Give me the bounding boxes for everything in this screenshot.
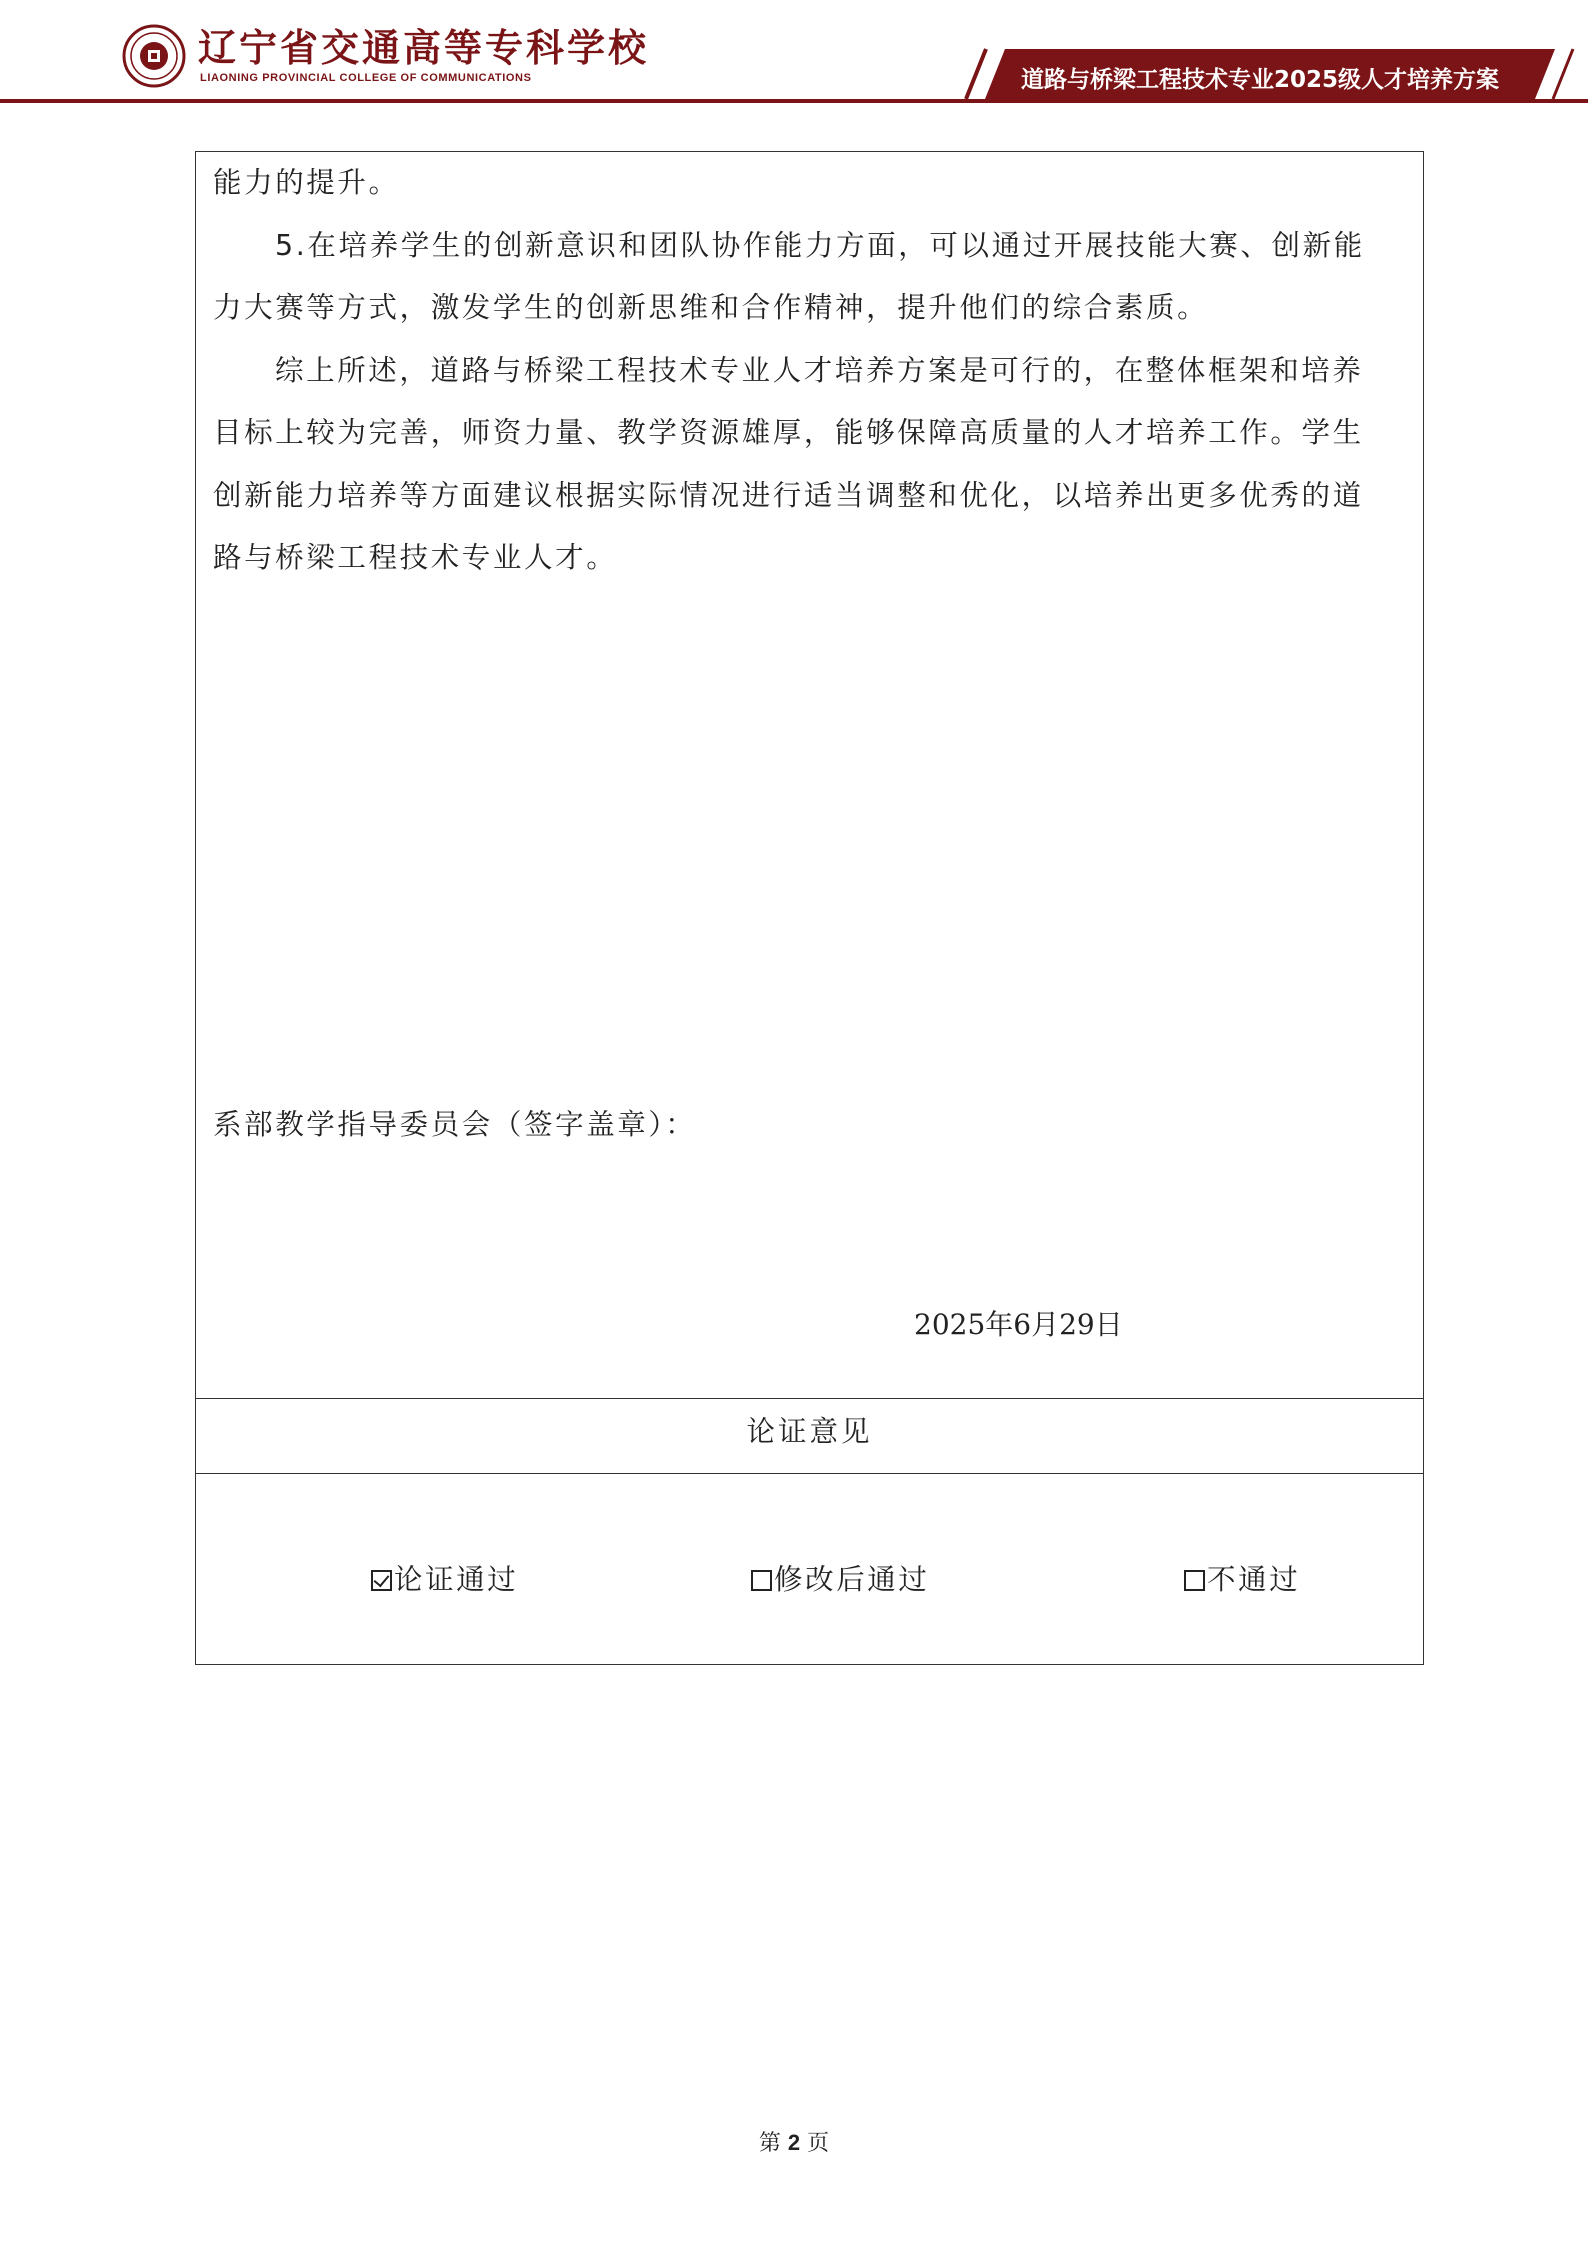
option-label: 不通过 xyxy=(1207,1563,1301,1596)
option-rejected[interactable] xyxy=(1184,1549,1300,1611)
option-label: 论证通过 xyxy=(394,1563,519,1596)
signature-label: 系部教学指导委员会（签字盖章）： xyxy=(213,1108,697,1141)
paragraph-continuation: 能力的提升。 xyxy=(213,166,400,199)
page-number: 2 xyxy=(787,2130,801,2155)
page-prefix: 第 xyxy=(758,2131,781,2156)
review-form-table xyxy=(195,151,1424,1665)
review-section-title: 论证意见 xyxy=(746,1415,873,1448)
checked-checkbox-icon[interactable] xyxy=(371,1570,392,1591)
row-divider xyxy=(196,1473,1423,1474)
school-name-en: LIAONING PROVINCIAL COLLEGE OF COMMUNICATIONS xyxy=(200,72,532,84)
checkbox-icon[interactable] xyxy=(1184,1570,1205,1591)
paragraph-item-5: 5.在培养学生的创新意识和团队协作能力方面，可以通过开展技能大赛、创新能力大赛等方式，激发学生的创新思维和合作精神，提升他们的综合素质。 xyxy=(213,228,1365,324)
page-number-footer xyxy=(0,2128,1588,2159)
option-label: 修改后通过 xyxy=(774,1563,930,1596)
school-seal-logo xyxy=(122,24,186,88)
paragraph-conclusion: 综上所述，道路与桥梁工程技术专业人才培养方案是可行的，在整体框架和培养目标上较为完善，师资力量、教学资源雄厚，能够保障高质量的人才培养工作。学生创新能力培养等方面建议根据实际情况进行适当调整和优化，以培养出更多优秀的道路与桥梁工程技术专业人才。 xyxy=(213,353,1364,574)
option-approved[interactable] xyxy=(371,1549,518,1611)
checkbox-icon[interactable] xyxy=(751,1570,772,1591)
page-suffix: 页 xyxy=(807,2131,830,2156)
document-title: 道路与桥梁工程技术专业2025级人才培养方案 xyxy=(1020,67,1499,93)
option-approved-after-revision[interactable] xyxy=(751,1549,930,1611)
page-header xyxy=(0,0,1588,112)
school-name-cn: 辽宁省交通高等专科学校 xyxy=(198,25,650,70)
opinion-body xyxy=(213,152,1393,590)
signature-date: 2025年6月29日 xyxy=(914,1308,1123,1341)
row-divider xyxy=(196,1398,1423,1399)
